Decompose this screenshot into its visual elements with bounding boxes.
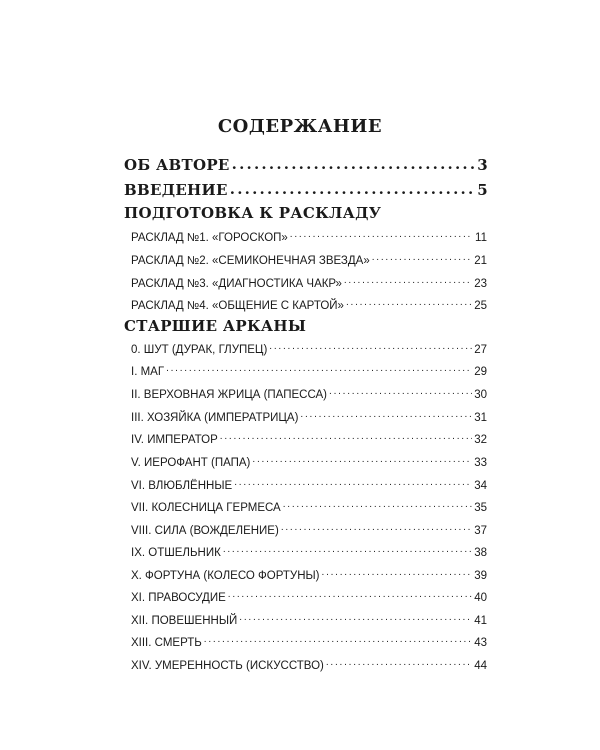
dot-leader	[269, 341, 472, 353]
toc-entry-label: I. МАГ	[131, 365, 165, 378]
toc-entry-page: 30	[474, 388, 487, 401]
toc-entry-label: VII. КОЛЕСНИЦА ГЕРМЕСА	[131, 501, 281, 514]
toc-entry[interactable]	[131, 386, 487, 401]
toc-entry-label: ВВЕДЕНИЕ	[124, 181, 228, 199]
toc-entry-label: РАСКЛАД №3. «ДИАГНОСТИКА ЧАКР»	[131, 277, 342, 290]
section-heading-preparation[interactable]: ПОДГОТОВКА К РАСКЛАДУ	[124, 204, 382, 222]
toc-entry-page: 5	[477, 181, 488, 199]
toc-entry-label: РАСКЛАД №1. «ГОРОСКОП»	[131, 231, 288, 244]
toc-entry-label: X. ФОРТУНА (КОЛЕСО ФОРТУНЫ)	[131, 569, 320, 582]
toc-entry[interactable]	[131, 431, 487, 446]
toc-entry[interactable]	[131, 499, 487, 514]
toc-entry-page: 33	[474, 456, 487, 469]
toc-entry-introduction[interactable]	[124, 180, 488, 199]
toc-entry[interactable]	[131, 657, 487, 672]
toc-entry-page: 29	[474, 365, 487, 378]
dot-leader	[234, 477, 472, 489]
dot-leader	[232, 155, 476, 170]
toc-entry-label: XII. ПОВЕШЕННЫЙ	[131, 614, 238, 627]
toc-entry-label: IV. ИМПЕРАТОР	[131, 433, 218, 446]
toc-entry[interactable]	[131, 454, 487, 469]
toc-entry-label: 0. ШУТ (ДУРАК, ГЛУПЕЦ)	[131, 343, 268, 356]
toc-entry[interactable]	[131, 252, 487, 267]
dot-leader	[290, 229, 473, 241]
dot-leader	[166, 363, 472, 375]
toc-entry[interactable]	[131, 229, 487, 244]
toc-entry-page: 27	[474, 343, 487, 356]
section-heading-major-arcana[interactable]: СТАРШИЕ АРКАНЫ	[124, 317, 307, 335]
toc-entry[interactable]	[131, 477, 487, 492]
toc-entry-label: VI. ВЛЮБЛЁННЫЕ	[131, 479, 233, 492]
toc-entry-page: 37	[474, 524, 487, 537]
dot-leader	[204, 634, 472, 646]
toc-entry-page: 25	[474, 299, 487, 312]
dot-leader	[223, 544, 472, 556]
dot-leader	[228, 589, 472, 601]
toc-entry-page: 43	[474, 636, 487, 649]
toc-entry-page: 41	[474, 614, 487, 627]
toc-entry[interactable]	[131, 341, 487, 356]
toc-entry[interactable]	[131, 363, 487, 378]
toc-entry[interactable]	[131, 544, 487, 559]
toc-entry-page: 38	[474, 546, 487, 559]
toc-entry-page: 34	[474, 479, 487, 492]
dot-leader	[300, 409, 472, 421]
dot-leader	[346, 297, 472, 309]
toc-entry[interactable]	[131, 275, 487, 290]
dot-leader	[220, 431, 472, 443]
dot-leader	[252, 454, 472, 466]
toc-entry-label: ОБ АВТОРЕ	[124, 156, 230, 174]
toc-entry-page: 11	[475, 231, 487, 244]
dot-leader	[281, 522, 472, 534]
toc-entry-label: XIII. СМЕРТЬ	[131, 636, 202, 649]
dot-leader	[239, 612, 472, 624]
toc-entry[interactable]	[131, 409, 487, 424]
toc-entry[interactable]	[131, 522, 487, 537]
toc-entry-label: IX. ОТШЕЛЬНИК	[131, 546, 221, 559]
toc-entry-page: 32	[474, 433, 487, 446]
toc-entry-label: VIII. СИЛА (ВОЖДЕЛЕНИЕ)	[131, 524, 279, 537]
dot-leader	[322, 567, 473, 579]
toc-entry-label: XI. ПРАВОСУДИЕ	[131, 591, 226, 604]
toc-entry[interactable]	[131, 297, 487, 312]
dot-leader	[329, 386, 472, 398]
dot-leader	[230, 180, 476, 195]
toc-entry-page: 23	[474, 277, 487, 290]
toc-entry-label: V. ИЕРОФАНТ (ПАПА)	[131, 456, 251, 469]
dot-leader	[372, 252, 472, 264]
toc-entry[interactable]	[131, 612, 487, 627]
toc-entry-page: 21	[474, 254, 487, 267]
toc-entry-label: III. ХОЗЯЙКА (ИМПЕРАТРИЦА)	[131, 411, 299, 424]
toc-entry-about-author[interactable]	[124, 155, 488, 174]
toc-entry[interactable]	[131, 567, 487, 582]
toc-entry-page: 39	[474, 569, 487, 582]
toc-entry[interactable]	[131, 589, 487, 604]
toc-entry-page: 31	[474, 411, 487, 424]
toc-entry-label: РАСКЛАД №2. «СЕМИКОНЕЧНАЯ ЗВЕЗДА»	[131, 254, 370, 267]
dot-leader	[344, 275, 472, 287]
toc-entry-label: XIV. УМЕРЕННОСТЬ (ИСКУССТВО)	[131, 659, 324, 672]
toc-entry[interactable]	[131, 634, 487, 649]
toc-entry-page: 44	[474, 659, 487, 672]
dot-leader	[326, 657, 472, 669]
toc-entry-label: РАСКЛАД №4. «ОБЩЕНИЕ С КАРТОЙ»	[131, 299, 344, 312]
toc-entry-label: II. ВЕРХОВНАЯ ЖРИЦА (ПАПЕССА)	[131, 388, 328, 401]
toc-entry-page: 3	[477, 156, 488, 174]
toc-entry-page: 35	[474, 501, 487, 514]
toc-entry-page: 40	[474, 591, 487, 604]
page-title: СОДЕРЖАНИЕ	[217, 116, 383, 137]
dot-leader	[283, 499, 472, 511]
